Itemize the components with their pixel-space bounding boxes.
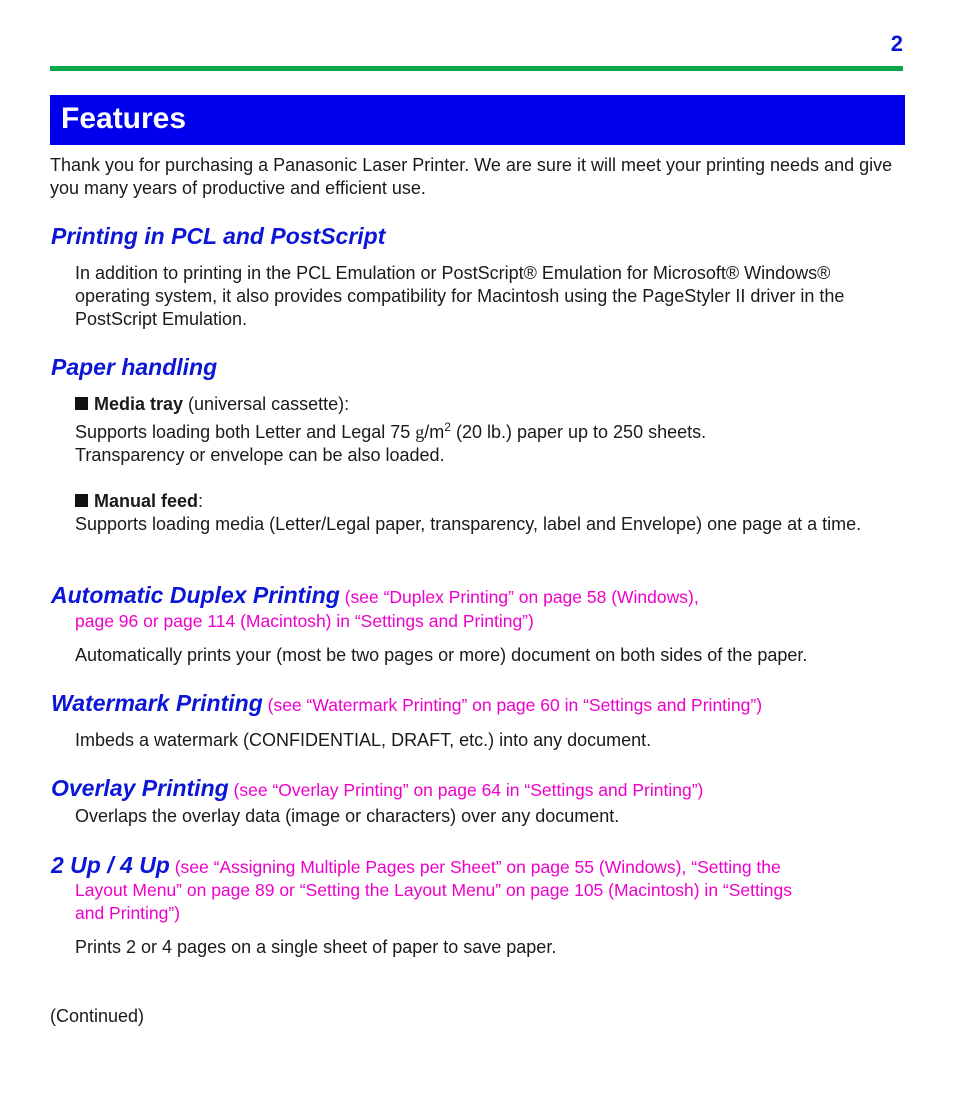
nup-reference-1: (see “Assigning Multiple Pages per Sheet” on page 55 (Windows), “Setting the: [169, 857, 781, 877]
unit-superscript: 2: [444, 420, 451, 434]
media-tray-label: Media tray: [94, 394, 184, 414]
media-tray-line-1: [75, 421, 706, 444]
overlay-heading-line: [51, 774, 703, 803]
intro-paragraph: Thank you for purchasing a Panasonic Laser Printer. We are sure it will meet your printing needs and give you many years of productive and efficient use.: [50, 155, 893, 198]
nup-heading-line: [51, 851, 781, 880]
watermark-heading-line: [51, 689, 762, 718]
duplex-heading-line: [51, 581, 699, 610]
media-tray-suffix: (universal cassette):: [183, 394, 350, 414]
heading-duplex: Automatic Duplex Printing: [51, 582, 340, 608]
overlay-reference: (see “Overlay Printing” on page 64 in “Settings and Printing”): [228, 780, 704, 800]
heading-overlay: Overlay Printing: [51, 775, 229, 801]
manual-feed-suffix: :: [198, 491, 204, 511]
nup-reference-3: and Printing”): [75, 903, 181, 923]
bullet-square-icon: [75, 397, 88, 410]
page-number: 2: [890, 31, 903, 56]
media-tray-text-a: Supports loading both Letter and Legal 75: [75, 422, 416, 442]
bullet-square-icon: [75, 494, 88, 507]
media-tray-label-line: [75, 393, 349, 416]
nup-paragraph: Prints 2 or 4 pages on a single sheet of paper to save paper.: [75, 937, 557, 957]
overlay-paragraph: Overlaps the overlay data (image or characters) over any document.: [75, 806, 620, 826]
watermark-reference: (see “Watermark Printing” on page 60 in “Settings and Printing”): [262, 695, 763, 715]
header-rule: [50, 66, 903, 71]
duplex-reference-1: (see “Duplex Printing” on page 58 (Windows),: [339, 587, 699, 607]
continued-note: (Continued): [50, 1006, 145, 1026]
page-title: Features: [61, 102, 187, 135]
unit-g: g: [415, 422, 425, 442]
duplex-paragraph: Automatically prints your (most be two pages or more) document on both sides of the paper.: [75, 645, 808, 665]
heading-pcl-postscript: Printing in PCL and PostScript: [51, 223, 386, 249]
manual-feed-paragraph: Supports loading media (Letter/Legal paper, transparency, label and Envelope) one page at a time.: [75, 514, 862, 534]
heading-paper-handling: Paper handling: [51, 354, 218, 380]
manual-feed-label-line: [75, 490, 203, 513]
nup-reference-2: Layout Menu” on page 89 or “Setting the Layout Menu” on page 105 (Macintosh) in “Settings: [75, 880, 792, 900]
manual-feed-label: Manual feed: [94, 491, 199, 511]
pcl-paragraph: In addition to printing in the PCL Emulation or PostScript® Emulation for Microsoft® Windows® operating system, it also provides compatibility for Macintosh using the PageStyler II driver in the PostScript Emulation.: [75, 263, 845, 329]
heading-watermark: Watermark Printing: [51, 690, 263, 716]
watermark-paragraph: Imbeds a watermark (CONFIDENTIAL, DRAFT, etc.) into any document.: [75, 730, 652, 750]
media-tray-text-b: (20 lb.) paper up to 250 sheets.: [450, 422, 707, 442]
duplex-reference-2: page 96 or page 114 (Macintosh) in “Settings and Printing”): [75, 611, 534, 631]
unit-m: /m: [424, 422, 445, 442]
heading-nup: 2 Up / 4 Up: [51, 852, 170, 878]
media-tray-line-2: Transparency or envelope can be also loaded.: [75, 445, 445, 465]
title-bar: [50, 95, 905, 145]
